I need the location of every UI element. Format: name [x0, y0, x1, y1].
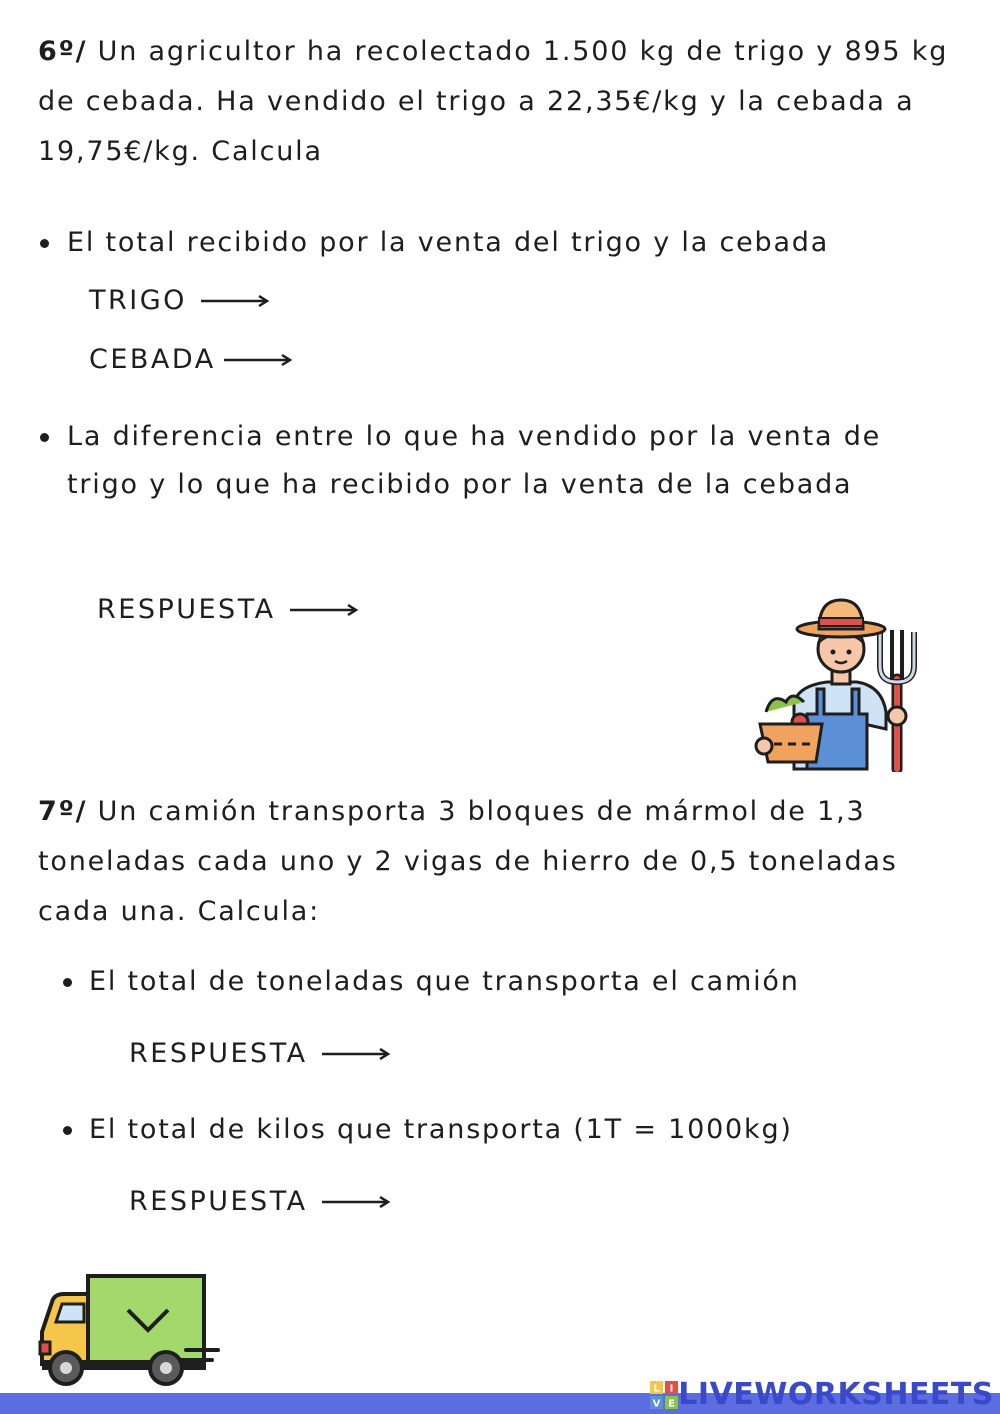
q6-respuesta-row	[97, 594, 360, 626]
arrow-right-icon	[201, 294, 271, 308]
logo-letter: V	[652, 1398, 661, 1409]
farmer-icon	[752, 594, 927, 772]
bullet-dot	[63, 978, 72, 987]
q7-respuesta-row-2	[129, 1186, 392, 1218]
q6-bullet-total: El total recibido por la venta del trigo y la cebada	[67, 227, 830, 258]
question-7-body: Un camión transporta 3 bloques de mármol de 1,3 toneladas cada uno y 2 vigas de hierro de 0,5 toneladas cada una. Calcula:	[38, 796, 898, 927]
liveworksheets-logo[interactable]	[650, 1377, 994, 1412]
q7-respuesta-row-1	[129, 1038, 392, 1070]
q7-bullet-tons: El total de toneladas que transporta el camión	[89, 966, 800, 997]
logo-letter: E	[668, 1398, 676, 1409]
liveworksheets-brand: LIVEWORKSHEETS	[678, 1377, 994, 1412]
trigo-answer-row	[89, 285, 271, 317]
bullet-dot	[40, 433, 49, 442]
question-6-number: 6º/	[38, 36, 88, 67]
cebada-answer-row	[89, 344, 294, 376]
arrow-right-icon	[290, 603, 360, 617]
q7-bullet-kilos: El total de kilos que transporta (1T = 1000kg)	[89, 1114, 793, 1145]
q6-bullet-difference: La diferencia entre lo que ha vendido por la venta de trigo y lo que ha recibido por la venta de la cebada	[67, 421, 882, 500]
respuesta-label: RESPUESTA	[97, 594, 276, 625]
arrow-right-icon	[322, 1195, 392, 1209]
respuesta-label: RESPUESTA	[129, 1186, 308, 1217]
respuesta-label: RESPUESTA	[129, 1038, 308, 1069]
trigo-label: TRIGO	[89, 285, 187, 316]
cebada-label: CEBADA	[89, 344, 216, 375]
logo-letter: I	[669, 1383, 674, 1394]
delivery-truck-icon	[36, 1272, 222, 1392]
question-7-number: 7º/	[38, 796, 88, 827]
arrow-right-icon	[322, 1047, 392, 1061]
liveworksheets-mark-icon	[650, 1381, 678, 1409]
bullet-dot	[40, 239, 49, 248]
question-6-text	[38, 27, 968, 177]
bullet-dot	[63, 1126, 72, 1135]
arrow-right-icon	[224, 353, 294, 367]
question-6-body: Un agricultor ha recolectado 1.500 kg de trigo y 895 kg de cebada. Ha vendido el trigo a 22,35€/kg y la cebada a 19,75€/kg. Calcula	[38, 36, 949, 167]
logo-letter: L	[653, 1383, 660, 1394]
question-7-text	[38, 787, 968, 937]
